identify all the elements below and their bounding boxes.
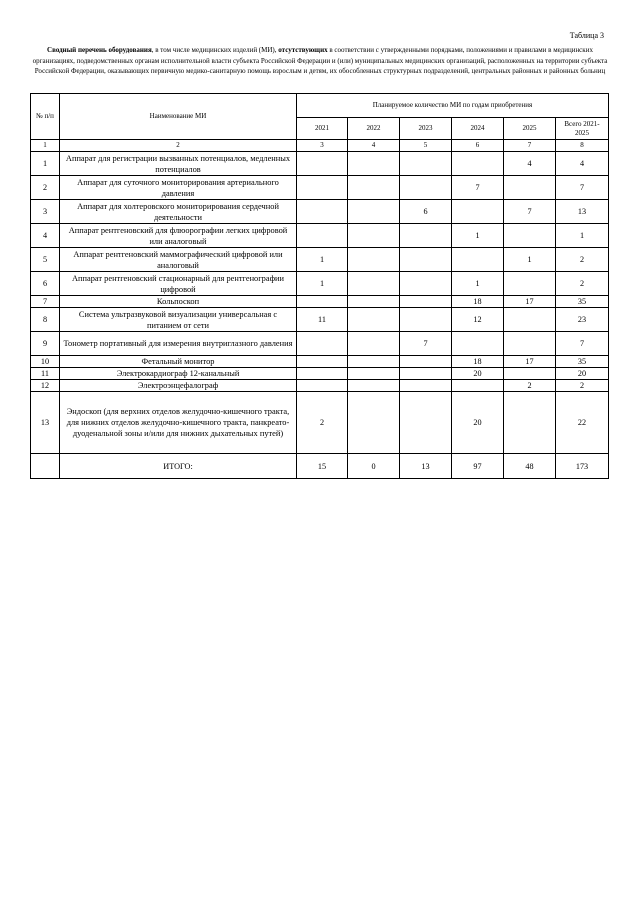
- equipment-name: Аппарат для суточного мониторирования артериального давления: [60, 176, 297, 200]
- row-number: 5: [31, 248, 60, 272]
- qty-2025: [504, 392, 556, 454]
- row-number: 8: [31, 308, 60, 332]
- qty-2022: [348, 332, 400, 356]
- qty-2021: [297, 356, 348, 368]
- row-number: 10: [31, 356, 60, 368]
- qty-2024: [452, 380, 504, 392]
- equipment-name: Аппарат рентгеновский для флюорографии легких цифровой или аналоговый: [60, 224, 297, 248]
- qty-2023: [400, 176, 452, 200]
- qty-2024: 18: [452, 296, 504, 308]
- qty-2022: [348, 224, 400, 248]
- header-year-2021: 2021: [297, 118, 348, 140]
- header-row-1: [31, 94, 609, 118]
- equipment-table: [30, 93, 609, 479]
- qty-2024: [452, 152, 504, 176]
- header-year-2025: 2025: [504, 118, 556, 140]
- qty-2025: 4: [504, 152, 556, 176]
- column-number: 1: [31, 140, 60, 152]
- equipment-name: Аппарат для регистрации вызванных потенциалов, медленных потенциалов: [60, 152, 297, 176]
- qty-total: 2: [556, 248, 609, 272]
- qty-2022: [348, 200, 400, 224]
- qty-2024: 20: [452, 368, 504, 380]
- qty-2025: [504, 332, 556, 356]
- table-row: [31, 224, 609, 248]
- qty-2023: [400, 248, 452, 272]
- qty-2024: 12: [452, 308, 504, 332]
- qty-2021: 11: [297, 308, 348, 332]
- total-all: 173: [556, 454, 609, 479]
- column-number-row: [31, 140, 609, 152]
- header-year-2024: 2024: [452, 118, 504, 140]
- qty-2022: [348, 176, 400, 200]
- qty-total: 22: [556, 392, 609, 454]
- header-year-2022: 2022: [348, 118, 400, 140]
- header-year-2023: 2023: [400, 118, 452, 140]
- qty-2021: [297, 332, 348, 356]
- qty-2024: 7: [452, 176, 504, 200]
- qty-2022: [348, 392, 400, 454]
- table-row: [31, 272, 609, 296]
- table-caption: [30, 45, 610, 77]
- totals-label: ИТОГО:: [60, 454, 297, 479]
- header-planned: Планируемое количество МИ по годам приобретения: [297, 94, 609, 118]
- column-number: 7: [504, 140, 556, 152]
- equipment-name: Аппарат для холтеровского мониторирования сердечной деятельности: [60, 200, 297, 224]
- total-2023: 13: [400, 454, 452, 479]
- total-2021: 15: [297, 454, 348, 479]
- qty-2023: 7: [400, 332, 452, 356]
- caption-bold-keyword: отсутствующих: [278, 46, 328, 54]
- row-number: 6: [31, 272, 60, 296]
- qty-2021: 2: [297, 392, 348, 454]
- header-num: № п/п: [31, 94, 60, 140]
- qty-2021: [297, 380, 348, 392]
- qty-2025: [504, 176, 556, 200]
- column-number: 3: [297, 140, 348, 152]
- qty-2023: [400, 368, 452, 380]
- qty-2024: 18: [452, 356, 504, 368]
- table-row: [31, 392, 609, 454]
- equipment-name: Фетальный монитор: [60, 356, 297, 368]
- qty-total: 13: [556, 200, 609, 224]
- qty-total: 35: [556, 356, 609, 368]
- qty-total: 35: [556, 296, 609, 308]
- qty-2021: [297, 224, 348, 248]
- column-number: 2: [60, 140, 297, 152]
- qty-total: 2: [556, 380, 609, 392]
- qty-2025: 17: [504, 356, 556, 368]
- qty-2021: 1: [297, 272, 348, 296]
- qty-2024: [452, 248, 504, 272]
- row-number: 7: [31, 296, 60, 308]
- qty-total: 2: [556, 272, 609, 296]
- table-row: [31, 356, 609, 368]
- qty-2025: 2: [504, 380, 556, 392]
- table-row: [31, 332, 609, 356]
- qty-2021: [297, 296, 348, 308]
- equipment-name: Аппарат рентгеновский маммографический цифровой или аналоговый: [60, 248, 297, 272]
- qty-2025: [504, 224, 556, 248]
- qty-2022: [348, 308, 400, 332]
- table-row: [31, 308, 609, 332]
- qty-2023: [400, 272, 452, 296]
- column-number: 6: [452, 140, 504, 152]
- qty-total: 7: [556, 176, 609, 200]
- equipment-name: Электроэнцефалограф: [60, 380, 297, 392]
- qty-2024: 20: [452, 392, 504, 454]
- row-number: 3: [31, 200, 60, 224]
- header-total: Всего 2021-2025: [556, 118, 609, 140]
- table-row: [31, 200, 609, 224]
- qty-2021: [297, 368, 348, 380]
- table-row: [31, 248, 609, 272]
- qty-2022: [348, 248, 400, 272]
- equipment-name: Эндоскоп (для верхних отделов желудочно-кишечного тракта, для нижних отделов желудочно-кишечного тракта, панкреато-дуоденальной зоны и/или для нижних дыхательных путей): [60, 392, 297, 454]
- qty-2022: [348, 368, 400, 380]
- row-number: 13: [31, 392, 60, 454]
- totals-empty: [31, 454, 60, 479]
- qty-2022: [348, 272, 400, 296]
- qty-2023: [400, 308, 452, 332]
- column-number: 5: [400, 140, 452, 152]
- totals-row: [31, 454, 609, 479]
- qty-total: 20: [556, 368, 609, 380]
- table-row: [31, 380, 609, 392]
- row-number: 1: [31, 152, 60, 176]
- qty-2024: [452, 332, 504, 356]
- equipment-name: Электрокардиограф 12-канальный: [60, 368, 297, 380]
- table-row: [31, 152, 609, 176]
- qty-2025: [504, 368, 556, 380]
- qty-2025: 17: [504, 296, 556, 308]
- table-label: Таблица 3: [569, 31, 604, 40]
- row-number: 2: [31, 176, 60, 200]
- qty-2021: 1: [297, 248, 348, 272]
- row-number: 4: [31, 224, 60, 248]
- qty-2023: [400, 296, 452, 308]
- table-row: [31, 176, 609, 200]
- qty-2025: 7: [504, 200, 556, 224]
- qty-2023: 6: [400, 200, 452, 224]
- qty-2023: [400, 356, 452, 368]
- caption-text-1: , в том числе медицинских изделий (МИ),: [151, 46, 279, 54]
- total-2025: 48: [504, 454, 556, 479]
- qty-2022: [348, 380, 400, 392]
- qty-2024: 1: [452, 224, 504, 248]
- qty-total: 1: [556, 224, 609, 248]
- total-2024: 97: [452, 454, 504, 479]
- qty-2025: [504, 272, 556, 296]
- qty-2021: [297, 152, 348, 176]
- qty-total: 23: [556, 308, 609, 332]
- equipment-name: Тонометр портативный для измерения внутриглазного давления: [60, 332, 297, 356]
- row-number: 11: [31, 368, 60, 380]
- qty-2023: [400, 224, 452, 248]
- row-number: 9: [31, 332, 60, 356]
- qty-2022: [348, 356, 400, 368]
- qty-2023: [400, 392, 452, 454]
- table-row: [31, 368, 609, 380]
- column-number: 8: [556, 140, 609, 152]
- qty-2024: [452, 200, 504, 224]
- row-number: 12: [31, 380, 60, 392]
- caption-text-2: в соответствии с утвержденными порядками, положениями и правилами в медицинских организациях, подведомственных органам исполнительной власти субъекта Российской Федерации и (или) муниципальных медицинских организаций, расположенных на территории субъекта Российской Федерации, оказывающих первичную медико-санитарную помощь взрослым и детям, их обособленных структурных подразделений, центральных районных и районных больниц: [32, 46, 608, 75]
- caption-bold-title: Сводный перечень оборудования: [47, 46, 152, 54]
- qty-2022: [348, 152, 400, 176]
- equipment-name: Система ультразвуковой визуализации универсальная с питанием от сети: [60, 308, 297, 332]
- equipment-name: Кольпоскоп: [60, 296, 297, 308]
- qty-2021: [297, 200, 348, 224]
- equipment-name: Аппарат рентгеновский стационарный для рентгенографии цифровой: [60, 272, 297, 296]
- qty-2022: [348, 296, 400, 308]
- qty-2025: [504, 308, 556, 332]
- qty-total: 4: [556, 152, 609, 176]
- qty-2023: [400, 380, 452, 392]
- qty-2025: 1: [504, 248, 556, 272]
- qty-2024: 1: [452, 272, 504, 296]
- column-number: 4: [348, 140, 400, 152]
- qty-total: 7: [556, 332, 609, 356]
- qty-2021: [297, 176, 348, 200]
- qty-2023: [400, 152, 452, 176]
- table-row: [31, 296, 609, 308]
- total-2022: 0: [348, 454, 400, 479]
- header-name: Наименование МИ: [60, 94, 297, 140]
